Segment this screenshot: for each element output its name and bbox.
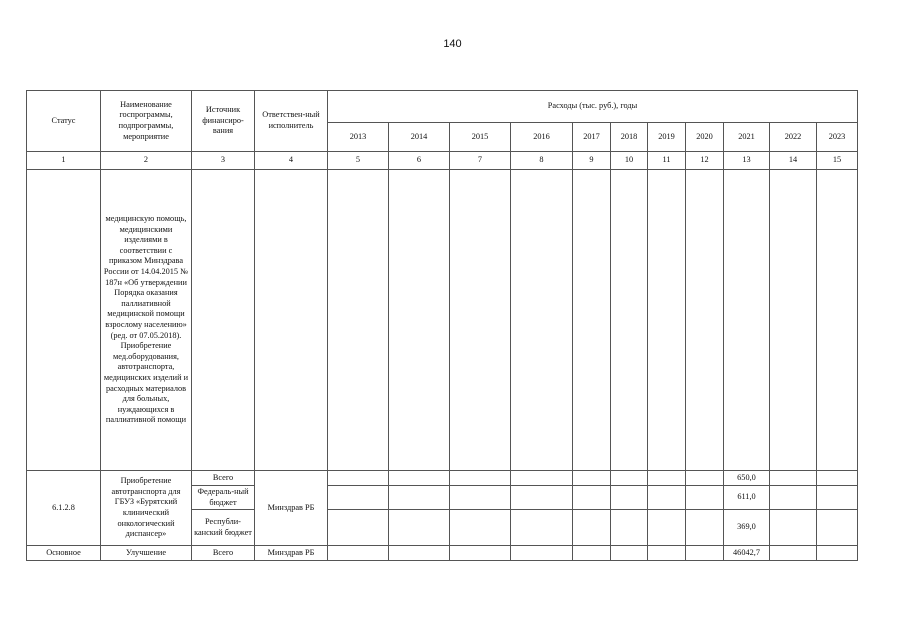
cell-2022: [770, 471, 817, 486]
cell-2022: [770, 546, 817, 561]
year-2021: 2021: [724, 123, 770, 152]
year-2018: 2018: [611, 123, 648, 152]
table-row: [27, 471, 858, 486]
cell-2016: [511, 546, 573, 561]
table-row: [27, 546, 858, 561]
cell-2013: [328, 546, 389, 561]
cell-2016: [511, 510, 573, 546]
cell-2021: 611,0: [724, 486, 770, 510]
cell-2014: [389, 486, 450, 510]
cell-2020: [686, 471, 724, 486]
cell-2016: [511, 486, 573, 510]
column-number: 5: [328, 152, 389, 170]
row-status: [27, 170, 101, 471]
cell-2021: [724, 170, 770, 471]
column-number: 13: [724, 152, 770, 170]
cell-2020: [686, 170, 724, 471]
cell-2021: 46042,7: [724, 546, 770, 561]
cell-2017: [573, 510, 611, 546]
column-number: 7: [450, 152, 511, 170]
column-number: 15: [817, 152, 858, 170]
row-name: медицинскую помощь, медицинскими изделиями в соответствии с приказом Минздрава России от 14.04.2015 № 187н «Об утверждении Порядка оказания паллиативной медицинской помощи взрослому населению» (ред. от 07.05.2018). Приобретение мед.оборудования, автотранспорта, медицинских изделий и расходных материалов для больных, нуждающихся в паллиативной помощи: [101, 170, 192, 471]
year-2019: 2019: [648, 123, 686, 152]
cell-2019: [648, 546, 686, 561]
column-number: 2: [101, 152, 192, 170]
cell-2021: 650,0: [724, 471, 770, 486]
header-expenses: Расходы (тыс. руб.), годы: [328, 91, 858, 123]
cell-2013: [328, 471, 389, 486]
cell-2019: [648, 170, 686, 471]
cell-2022: [770, 510, 817, 546]
cell-2020: [686, 546, 724, 561]
column-number: 6: [389, 152, 450, 170]
cell-2023: [817, 546, 858, 561]
column-number: 3: [192, 152, 255, 170]
column-number: 12: [686, 152, 724, 170]
cell-2017: [573, 170, 611, 471]
column-number: 11: [648, 152, 686, 170]
column-number: 9: [573, 152, 611, 170]
row-executor: Минздрав РБ: [255, 471, 328, 546]
row-source: [192, 170, 255, 471]
cell-2013: [328, 486, 389, 510]
row-name: Улучшение: [101, 546, 192, 561]
row-name: Приобретение автотранспорта для ГБУЗ «Бурятский клинический онкологический диспансер»: [101, 471, 192, 546]
cell-2014: [389, 471, 450, 486]
cell-2019: [648, 471, 686, 486]
year-2014: 2014: [389, 123, 450, 152]
cell-2018: [611, 170, 648, 471]
cell-2018: [611, 546, 648, 561]
column-number: 14: [770, 152, 817, 170]
header-name: Наименование госпрограммы, подпрограммы, мероприятие: [101, 91, 192, 152]
year-2022: 2022: [770, 123, 817, 152]
cell-2015: [450, 471, 511, 486]
cell-2015: [450, 510, 511, 546]
column-number: 10: [611, 152, 648, 170]
cell-2023: [817, 510, 858, 546]
cell-2017: [573, 486, 611, 510]
cell-2014: [389, 546, 450, 561]
cell-2022: [770, 170, 817, 471]
row-status: 6.1.2.8: [27, 471, 101, 546]
cell-2019: [648, 486, 686, 510]
cell-2017: [573, 471, 611, 486]
cell-2023: [817, 486, 858, 510]
cell-2015: [450, 546, 511, 561]
cell-2015: [450, 486, 511, 510]
cell-2023: [817, 170, 858, 471]
row-status: Основное: [27, 546, 101, 561]
row-source: Всего: [192, 546, 255, 561]
cell-2023: [817, 471, 858, 486]
row-executor: Минздрав РБ: [255, 546, 328, 561]
cell-2018: [611, 510, 648, 546]
cell-2020: [686, 486, 724, 510]
cell-2015: [450, 170, 511, 471]
cell-2014: [389, 510, 450, 546]
year-2016: 2016: [511, 123, 573, 152]
row-source: Федераль-ный бюджет: [192, 486, 255, 510]
row-executor: [255, 170, 328, 471]
cell-2019: [648, 510, 686, 546]
cell-2013: [328, 510, 389, 546]
cell-2013: [328, 170, 389, 471]
header-executor: Ответствен-ный исполнитель: [255, 91, 328, 152]
header-status: Статус: [27, 91, 101, 152]
year-2020: 2020: [686, 123, 724, 152]
header-source: Источник финансиро-вания: [192, 91, 255, 152]
table-row: [27, 170, 858, 471]
page-number: 140: [443, 38, 462, 50]
budget-table: [26, 90, 858, 561]
row-source: Всего: [192, 471, 255, 486]
cell-2018: [611, 471, 648, 486]
cell-2016: [511, 471, 573, 486]
cell-2018: [611, 486, 648, 510]
year-2013: 2013: [328, 123, 389, 152]
row-source: Республи-канский бюджет: [192, 510, 255, 546]
cell-2014: [389, 170, 450, 471]
year-2015: 2015: [450, 123, 511, 152]
cell-2017: [573, 546, 611, 561]
cell-2022: [770, 486, 817, 510]
column-number: 1: [27, 152, 101, 170]
year-2017: 2017: [573, 123, 611, 152]
header-row: [27, 91, 858, 123]
cell-2020: [686, 510, 724, 546]
year-2023: 2023: [817, 123, 858, 152]
column-number: 4: [255, 152, 328, 170]
column-number: 8: [511, 152, 573, 170]
column-number-row: [27, 152, 858, 170]
cell-2021: 369,0: [724, 510, 770, 546]
cell-2016: [511, 170, 573, 471]
